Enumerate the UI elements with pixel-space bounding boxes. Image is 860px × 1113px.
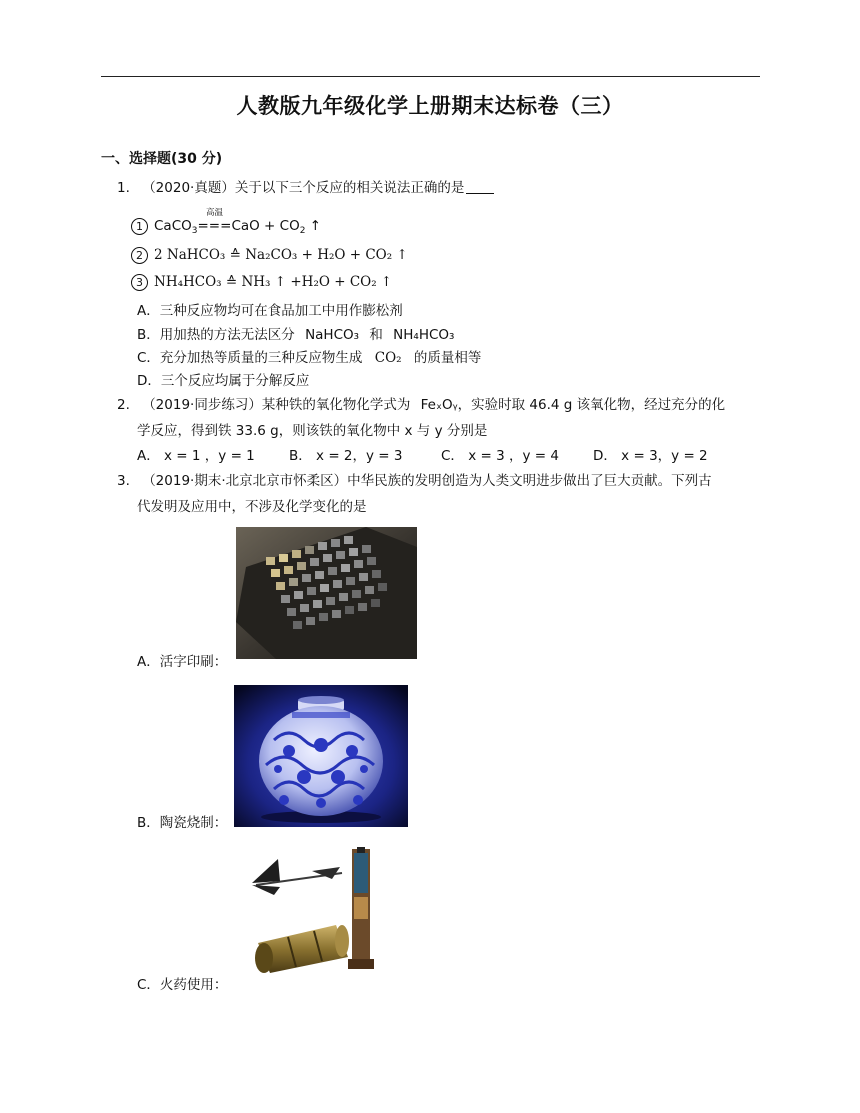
movable-type-image [236, 527, 417, 659]
q1-option-b[interactable]: B．用加热的方法无法区分 NaHCO₃ 和 NH₄HCO₃ [137, 327, 455, 343]
q2-option-a[interactable]: A． x = 1 ，y = 1 [137, 448, 255, 464]
q3-stem-line2: 代发明及应用中，不涉及化学变化的是 [137, 499, 367, 515]
q1-text: （2020·真题）关于以下三个反应的相关说法正确的是 [142, 180, 465, 196]
q3-option-b[interactable]: B．陶瓷烧制： [137, 815, 228, 831]
q1-option-d[interactable]: D．三个反应均属于分解反应 [137, 373, 310, 389]
q2-option-c[interactable]: C． x = 3 ，y = 4 [441, 448, 559, 464]
q2-option-b[interactable]: B． x = 2，y = 3 [289, 448, 403, 464]
q1-stem [117, 176, 494, 196]
q1-answer-blank [466, 179, 494, 194]
iron-oxide-formula: FeₓOᵧ [420, 397, 458, 413]
header-rule [101, 76, 760, 77]
porcelain-jar-image [234, 685, 408, 827]
q3-number: 3. [117, 473, 130, 489]
q3-stem-line1: 3. （2019·期末·北京北京市怀柔区）中华民族的发明创造为人类文明进步做出了巨大贡献。下列古 [117, 473, 712, 489]
q2-option-d[interactable]: D． x = 3，y = 2 [593, 448, 708, 464]
q2-stem-line1: 2. （2019·同步练习）某种铁的氧化物化学式为 FeₓOᵧ，实验时取 46.4 g 该氧化物，经过充分的化 [117, 397, 726, 413]
q1-option-a[interactable]: A．三种反应物均可在食品加工中用作膨松剂 [137, 303, 403, 319]
q3-option-a[interactable]: A．活字印刷： [137, 654, 228, 670]
q2-number: 2. [117, 397, 130, 413]
q1-number: 1. [117, 180, 130, 196]
q1-option-c[interactable]: C．充分加热等质量的三种反应物生成 CO₂ 的质量相等 [137, 350, 482, 366]
q1-reaction-2: 2 2 NaHCO₃ ≙ Na₂CO₃ + H₂O + CO₂ ↑ [131, 247, 408, 264]
heating-condition: 高温 === [197, 208, 232, 234]
reaction-2-mark: 2 [131, 247, 148, 264]
q1-reaction-1: 1 CaCO$_3$ 高温 $===CaO + CO_2$ ↑ [131, 218, 321, 236]
q2-stem-line2: 学反应，得到铁 33.6 g，则该铁的氧化物中 x 与 y 分别是 [137, 423, 488, 439]
reaction-3-mark: 3 [131, 274, 148, 291]
q3-option-c[interactable]: C．火药使用： [137, 977, 228, 993]
reaction-1-mark: 1 [131, 218, 148, 235]
page-title: 人教版九年级化学上册期末达标卷（三） [236, 94, 624, 118]
gunpowder-artifacts-image [244, 845, 394, 977]
section-heading-choice: 一、选择题(30 分) [101, 151, 223, 167]
q1-reaction-3: 3 NH₄HCO₃ ≙ NH₃ ↑ +H₂O + CO₂ ↑ [131, 274, 392, 291]
